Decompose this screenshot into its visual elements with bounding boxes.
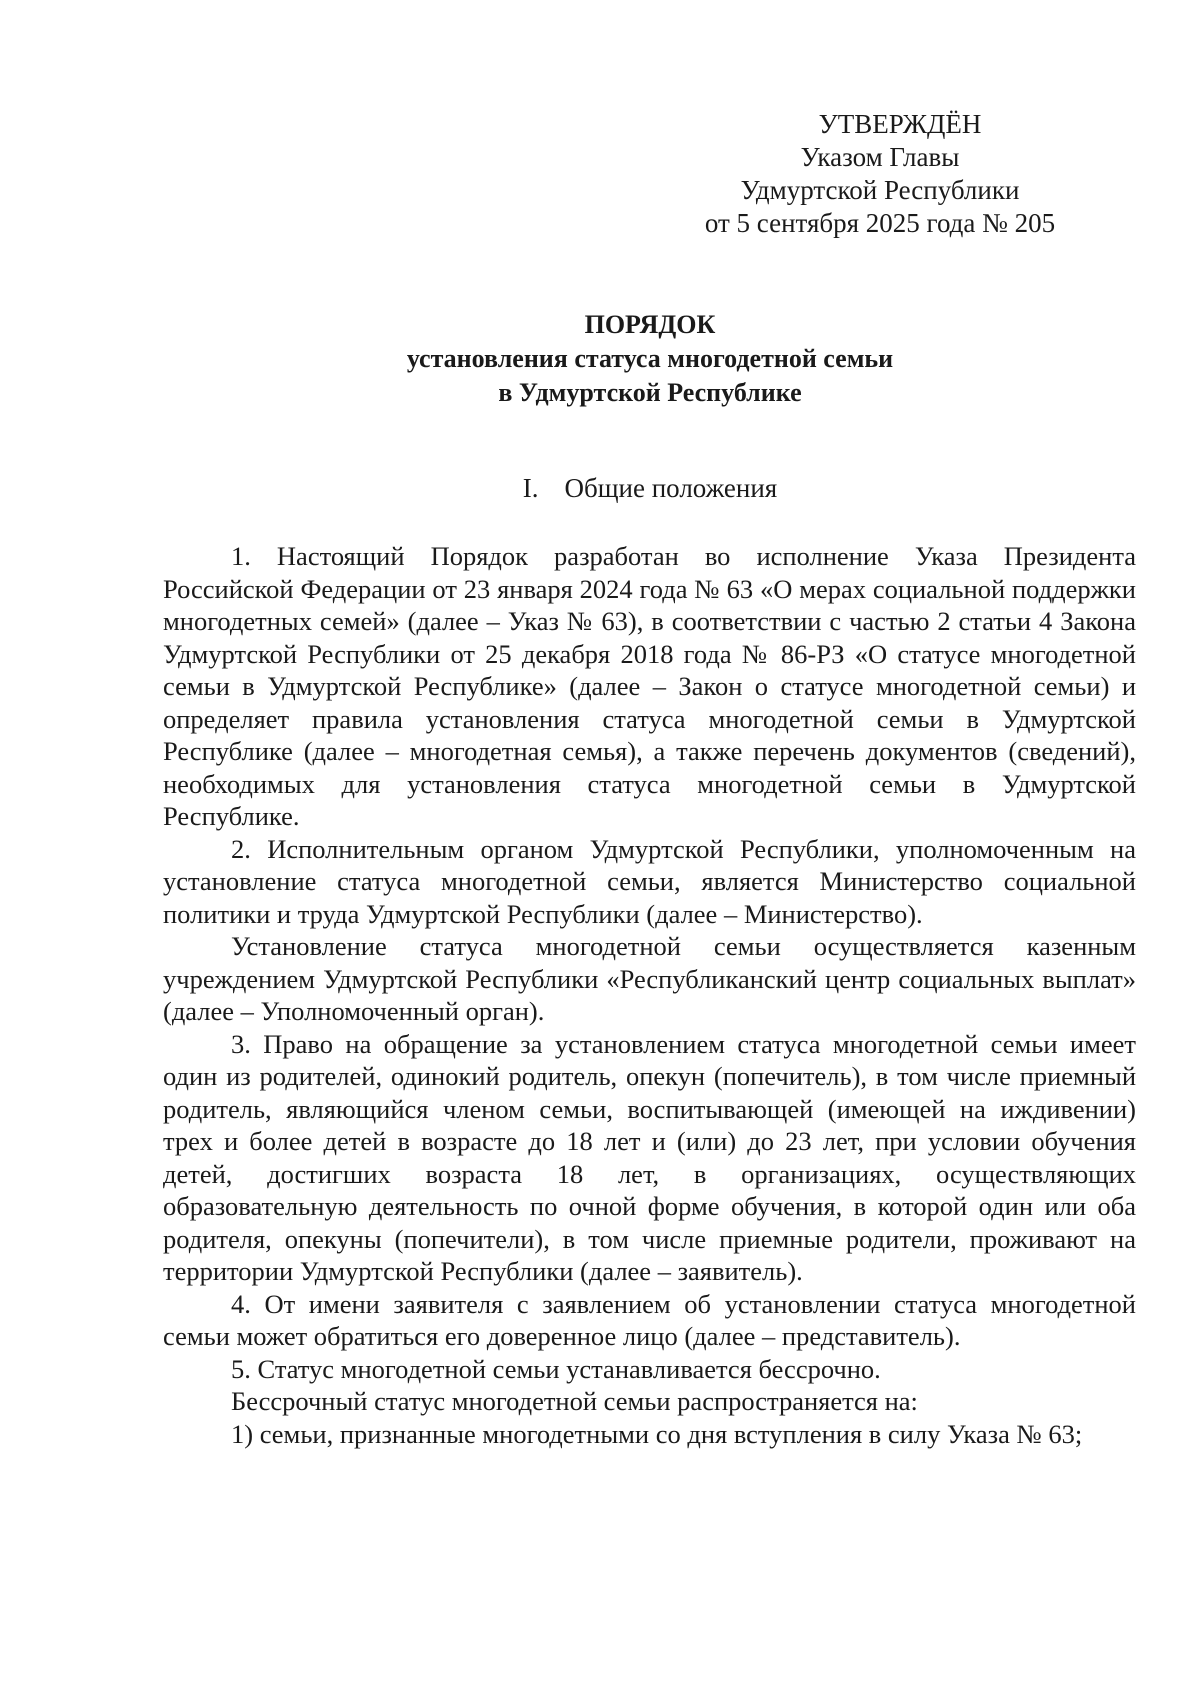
paragraph-5-continuation: Бессрочный статус многодетной семьи распространяется на: [231, 1386, 918, 1416]
paragraph-2-continuation: Установление статуса многодетной семьи осуществляется казенным учреждением Удмуртской Республики «Республиканский центр социальных выплат» (далее – Уполномоченный орган). [163, 931, 1136, 1026]
section-number: I. [522, 473, 539, 503]
approval-heading: УТВЕРЖДЁН [818, 109, 982, 139]
approval-stamp [690, 108, 1070, 240]
title-line-2: установления статуса многодетной семьи [406, 344, 894, 373]
section-heading [160, 471, 1140, 505]
paragraph-5-item-1: 1) семьи, признанные многодетными со дня вступления в силу Указа № 63; [231, 1418, 1083, 1449]
paragraph-1: 1. Настоящий Порядок разработан во исполнение Указа Президента Российской Федерации от 23 января 2024 года № 63 «О мерах социальной поддержки многодетных семей» (далее – Указ № 63), в соответствии с частью 2 статьи 4 Закона Удмуртской Республики от 25 декабря 2018 года № 86-РЗ «О статусе многодетной семьи в Удмуртской Республике» (далее – Закон о статусе многодетной семьи) и определяет правила установления статуса многодетной семьи в Удмуртской Республике (далее – многодетная семья), а также перечень документов (сведений), необходимых для установления статуса многодетной семьи в Удмуртской Республике. [163, 541, 1136, 831]
approval-republic-line: Удмуртской Республики [740, 175, 1020, 205]
paragraph-5: 5. Статус многодетной семьи устанавливается бессрочно. [231, 1353, 881, 1384]
section-title: Общие положения [564, 473, 778, 503]
paragraph-3: 3. Право на обращение за установлением статуса многодетной семьи имеет один из родителей, одинокий родитель, опекун (попечитель), в том числе приемный родитель, являющийся членом семьи, воспитывающей (имеющей на иждивении) трех и более детей в возрасте до 18 лет и (или) до 23 лет, при условии обучения детей, достигших возраста 18 лет, в организациях, осуществляющих образовательную деятельность по очной форме обучения, в которой один или оба родителя, опекуны (попечители), в том числе приемные родители, проживают на территории Удмуртской Республики (далее – заявитель). [163, 1028, 1136, 1286]
document-title [160, 308, 1140, 410]
title-line-1: ПОРЯДОК [584, 310, 716, 339]
paragraph-4: 4. От имени заявителя с заявлением об установлении статуса многодетной семьи может обратиться его доверенное лицо (далее – представитель). [163, 1288, 1136, 1351]
document-body [163, 540, 1136, 1450]
approval-decree-line: Указом Главы [800, 142, 960, 172]
paragraph-2: 2. Исполнительным органом Удмуртской Республики, уполномоченным на установление статуса многодетной семьи, является Министерство социальной политики и труда Удмуртской Республики (далее – Министерство). [163, 833, 1136, 929]
approval-date-line: от 5 сентября 2025 года № 205 [704, 208, 1056, 238]
title-line-3: в Удмуртской Республике [498, 378, 802, 407]
